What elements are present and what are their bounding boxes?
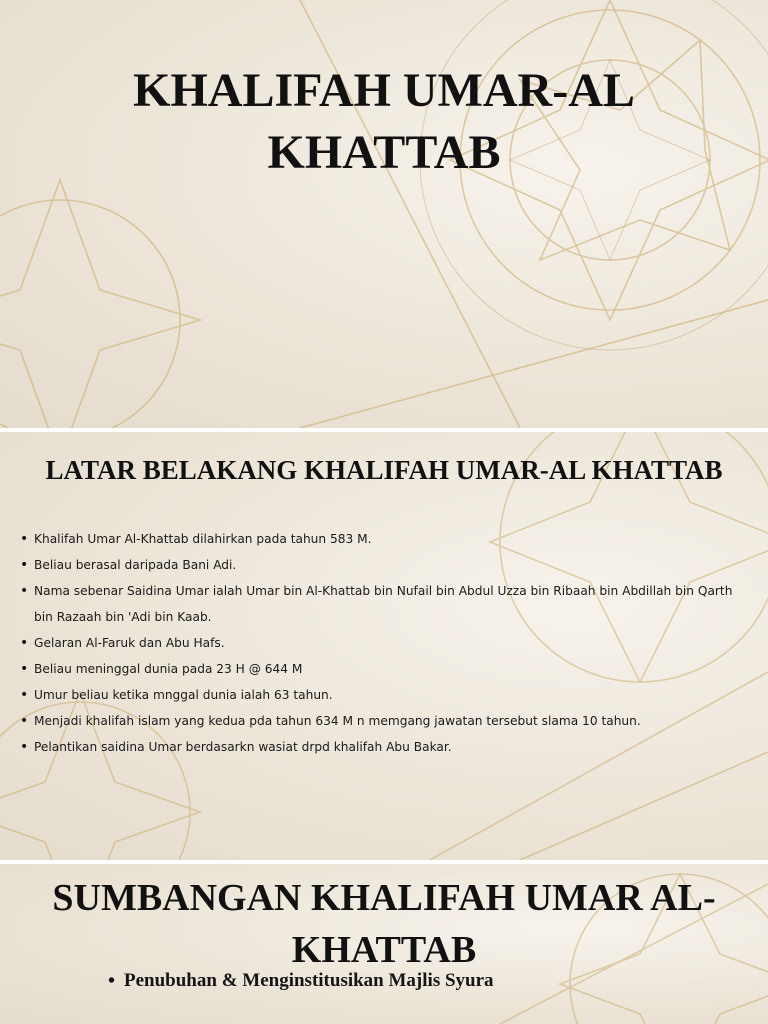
slide-title: KHALIFAH UMAR-AL KHATTAB bbox=[133, 64, 635, 179]
slide-title: SUMBANGAN KHALIFAH UMAR AL-KHATTAB bbox=[52, 877, 716, 971]
contribution-slide bbox=[0, 864, 768, 1024]
bullet-list bbox=[20, 526, 744, 760]
list-item: • Umur beliau ketika mnggal dunia ialah 63 tahun. bbox=[20, 682, 744, 708]
list-item: • Pelantikan saidina Umar berdasarkn wasiat drpd khalifah Abu Bakar. bbox=[20, 734, 744, 760]
slide-title: LATAR BELAKANG KHALIFAH UMAR-AL KHATTAB bbox=[45, 455, 723, 485]
list-item: • Penubuhan & Menginstitusikan Majlis Syura bbox=[108, 968, 568, 994]
list-item: • Beliau berasal daripada Bani Adi. bbox=[20, 552, 744, 578]
background-slide bbox=[0, 432, 768, 860]
list-item: • Menjadi khalifah islam yang kedua pda tahun 634 M n memgang jawatan tersebut slama 10 tahun. bbox=[20, 708, 744, 734]
list-item: • Beliau meninggal dunia pada 23 H @ 644 M bbox=[20, 656, 744, 682]
list-item: • Nama sebenar Saidina Umar ialah Umar bin Al-Khattab bin Nufail bin Abdul Uzza bin Ribaah bin Abdillah bin Qarth bin Razaah bin 'Adi bin Kaab. bbox=[20, 578, 744, 630]
list-item: • Khalifah Umar Al-Khattab dilahirkan pada tahun 583 M. bbox=[20, 526, 744, 552]
bullet-list bbox=[108, 968, 568, 994]
title-slide bbox=[0, 0, 768, 428]
list-item: • Gelaran Al-Faruk dan Abu Hafs. bbox=[20, 630, 744, 656]
